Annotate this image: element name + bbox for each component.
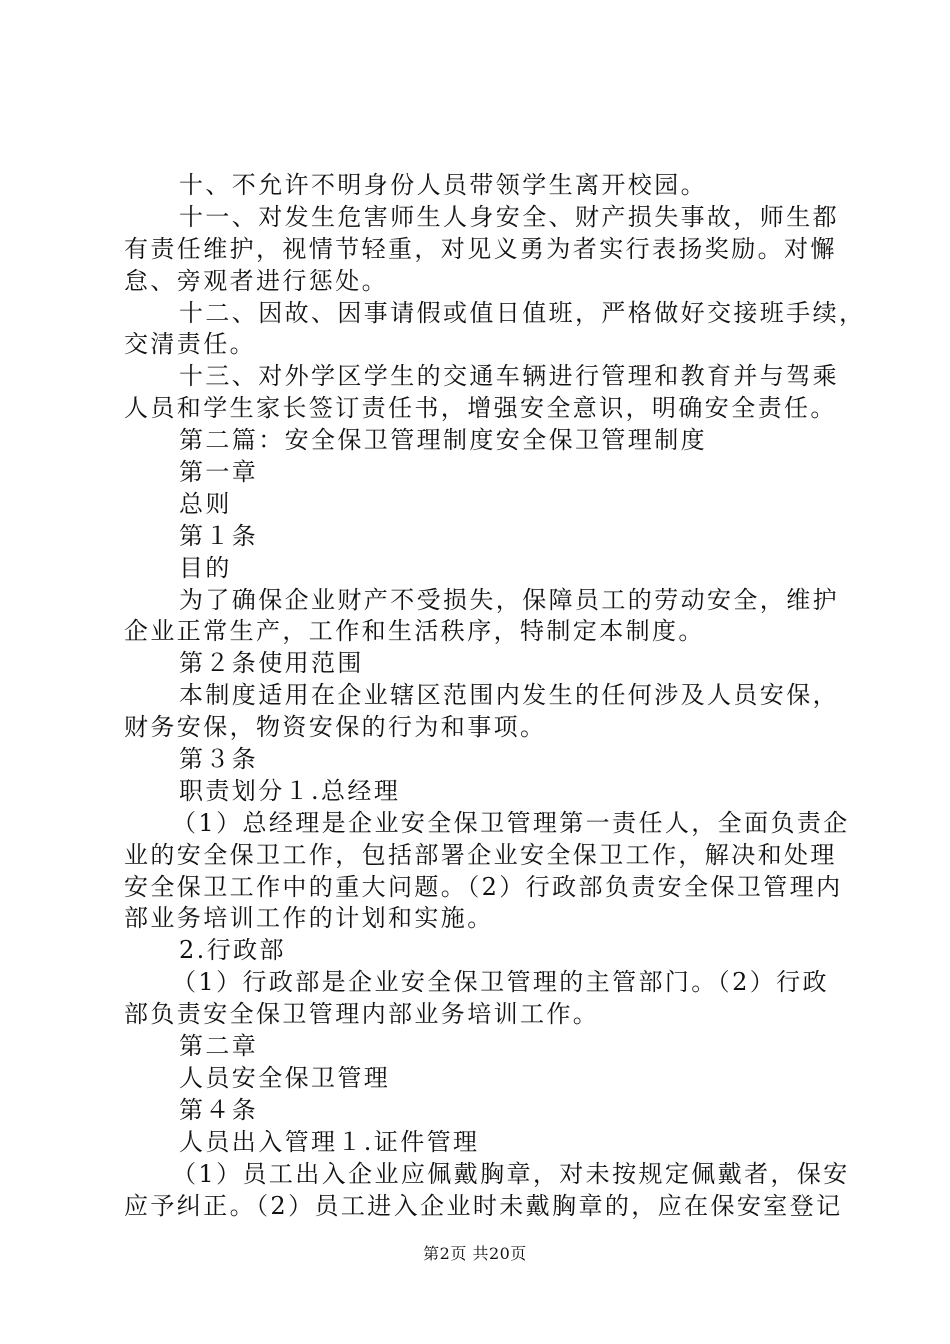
text-line: 安全保卫工作中的重大问题。（2）行政部负责安全保卫管理内	[124, 872, 843, 901]
text-line: 十、不允许不明身份人员带领学生离开校园。	[179, 171, 707, 199]
article-heading: 第４条	[179, 1095, 259, 1124]
article-title: 目的	[179, 553, 232, 582]
text-line: 应予纠正。（2）员工进入企业时未戴胸章的，应在保安室登记	[124, 1191, 843, 1220]
text-line: 怠、旁观者进行惩处。	[124, 266, 388, 295]
text-line: 十一、对发生危害师生人身安全、财产损失事故，师生都	[179, 202, 839, 231]
text-line: （1）行政部是企业安全保卫管理的主管部门。（2）行政	[172, 968, 829, 997]
article-heading: 第１条	[179, 521, 259, 550]
page-number-footer: 第2页 共20页	[423, 1244, 527, 1263]
text-line: 为了确保企业财产不受损失，保障员工的劳动安全，维护	[179, 585, 839, 614]
text-line: 本制度适用在企业辖区范围内发生的任何涉及人员安保，	[179, 681, 839, 710]
text-line: 人员出入管理１.证件管理	[179, 1127, 480, 1156]
chapter-title: 人员安全保卫管理	[179, 1063, 391, 1092]
section-heading: 第二篇：安全保卫管理制度安全保卫管理制度	[179, 426, 707, 455]
text-line: 2.行政部	[179, 936, 286, 965]
text-line: 十二、因故、因事请假或值日值班，严格做好交接班手续，	[179, 298, 866, 327]
text-line: 业的安全保卫工作，包括部署企业安全保卫工作，解决和处理	[124, 840, 837, 869]
document-body	[124, 170, 866, 1222]
article-heading: 第３条	[179, 745, 259, 774]
text-line: 财务安保，物资安保的行为和事项。	[124, 713, 547, 742]
text-line: 部业务培训工作的计划和实施。	[124, 904, 494, 933]
text-line: （1）员工出入企业应佩戴胸章，对未按规定佩戴者，保安	[172, 1159, 850, 1188]
chapter-heading: 第一章	[179, 458, 259, 487]
text-line: （1）总经理是企业安全保卫管理第一责任人，全面负责企	[172, 808, 850, 837]
text-line: 十三、对外学区学生的交通车辆进行管理和教育并与驾乘	[179, 362, 839, 391]
text-line: 企业正常生产，工作和生活秩序，特制定本制度。	[124, 617, 705, 646]
chapter-heading: 第二章	[179, 1032, 259, 1061]
text-line: 部负责安全保卫管理内部业务培训工作。	[124, 1000, 600, 1029]
chapter-title: 总则	[179, 489, 232, 518]
text-line: 人员和学生家长签订责任书，增强安全意识，明确安全责任。	[124, 394, 837, 423]
article-heading: 第２条使用范围	[179, 649, 364, 678]
text-line: 有责任维护，视情节轻重，对见义勇为者实行表扬奖励。对懈	[124, 234, 837, 263]
text-line: 职责划分１.总经理	[179, 776, 401, 805]
text-line: 交清责任。	[124, 330, 256, 359]
